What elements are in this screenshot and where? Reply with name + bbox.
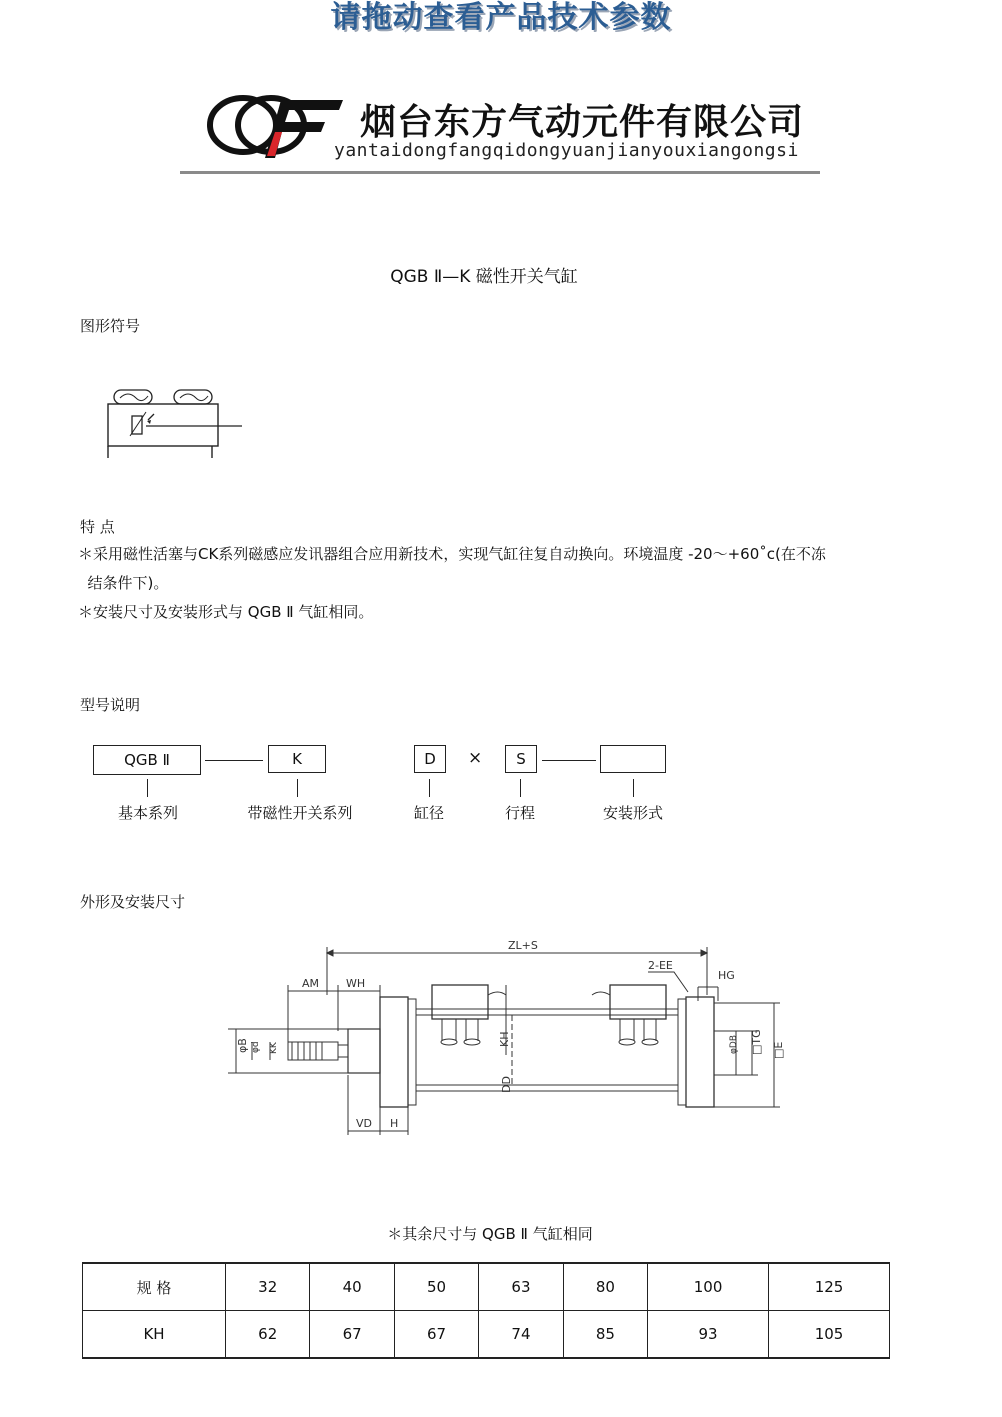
table-cell: 80	[563, 1263, 647, 1311]
dim-hg: HG	[718, 969, 735, 982]
table-cell: 63	[479, 1263, 563, 1311]
dim-dd: DD	[500, 1076, 513, 1093]
tick-line	[297, 779, 298, 797]
cylinder-symbol-icon	[100, 380, 250, 460]
spec-table	[82, 1262, 890, 1359]
model-box-s: S	[505, 745, 537, 773]
tick-line	[633, 779, 634, 797]
table-row	[83, 1263, 890, 1311]
feature-line-1: ＊采用磁性活塞与CK系列磁感应发讯器组合应用新技术，实现气缸往复自动换向。环境温度 -20～+60˚c(在不冻	[78, 545, 826, 563]
tick-line	[429, 779, 430, 797]
dim-kk: KK	[269, 1042, 279, 1054]
feature-line-2: 结条件下)。	[78, 574, 169, 592]
connector-line	[542, 760, 596, 761]
table-row-label: KH	[83, 1311, 226, 1359]
dimensions-note: ＊其余尺寸与 QGB Ⅱ 气缸相同	[387, 1225, 593, 1243]
cylinder-dimension-drawing	[220, 935, 790, 1145]
dim-zl-s: ZL+S	[508, 939, 538, 952]
dim-h: H	[390, 1117, 399, 1130]
table-row	[83, 1311, 890, 1359]
document-title: QGB Ⅱ—K 磁性开关气缸	[390, 267, 578, 287]
model-box-mount	[600, 745, 666, 773]
label-magnetic-series: 带磁性开关系列	[247, 804, 353, 822]
model-box-d: D	[414, 745, 446, 773]
table-cell: 93	[648, 1311, 769, 1359]
table-cell: 32	[226, 1263, 310, 1311]
table-cell: 40	[310, 1263, 394, 1311]
dim-e: □E	[772, 1041, 785, 1059]
table-cell: 125	[769, 1263, 890, 1311]
model-heading: 型号说明	[80, 696, 141, 714]
tick-line	[520, 779, 521, 797]
dim-vd: VD	[356, 1117, 372, 1130]
table-cell: 100	[648, 1263, 769, 1311]
table-cell: 67	[394, 1311, 478, 1359]
table-header-label: 规 格	[83, 1263, 226, 1311]
dim-am: AM	[302, 977, 320, 990]
dim-kh: KH	[498, 1031, 511, 1047]
symbol-heading: 图形符号	[80, 317, 141, 335]
label-mount-type: 安装形式	[602, 804, 663, 822]
table-cell: 85	[563, 1311, 647, 1359]
connector-line	[205, 760, 263, 761]
table-cell: 67	[310, 1311, 394, 1359]
label-stroke: 行程	[504, 804, 535, 822]
company-name-pinyin: yantaidongfangqidongyuanjianyouxiangongsi	[334, 140, 799, 161]
company-logo	[205, 92, 345, 164]
dim-tg: □TG	[750, 1029, 763, 1055]
table-cell: 105	[769, 1311, 890, 1359]
feature-line-3: ＊安装尺寸及安装形式与 QGB Ⅱ 气缸相同。	[78, 603, 374, 621]
dim-phi-d: φd	[251, 1041, 261, 1053]
dim-phi-db: φDB	[729, 1034, 739, 1054]
table-cell: 50	[394, 1263, 478, 1311]
table-cell: 74	[479, 1311, 563, 1359]
features-heading: 特 点	[80, 518, 115, 536]
dim-wh: WH	[346, 977, 366, 990]
dim-ee: 2-EE	[648, 959, 673, 972]
company-name-cn: 烟台东方气动元件有限公司	[360, 102, 805, 143]
model-box-k: K	[268, 745, 326, 773]
page-banner: 请拖动查看产品技术参数	[330, 0, 672, 35]
dimensions-heading: 外形及安装尺寸	[80, 893, 186, 911]
label-bore: 缸径	[413, 804, 444, 822]
model-box-series: QGB Ⅱ	[93, 745, 201, 775]
table-cell: 62	[226, 1311, 310, 1359]
label-basic-series: 基本系列	[117, 804, 178, 822]
dim-phi-b: φB	[236, 1038, 249, 1053]
times-sign: ×	[468, 748, 483, 768]
header-rule	[180, 171, 820, 174]
tick-line	[147, 779, 148, 797]
